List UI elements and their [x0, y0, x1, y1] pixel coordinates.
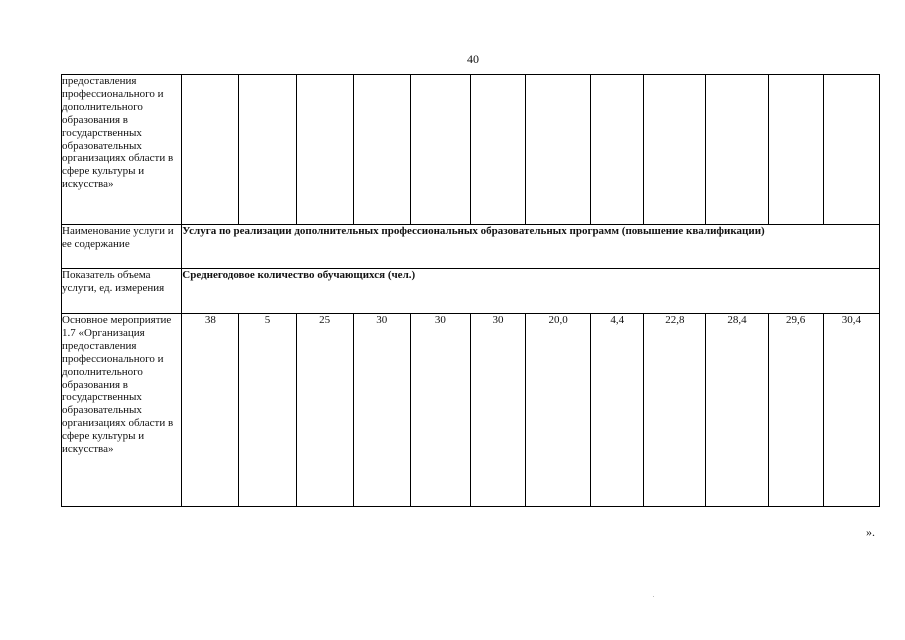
main-measure-label: Основное мероприятие 1.7 «Организация предоставления профессионального и дополнительного образования в государственных образовательных организациях области в сфере культуры и искусства»	[62, 314, 182, 507]
empty-cell	[410, 75, 470, 225]
volume-indicator-label: Показатель объема услуги, ед. измерения	[62, 269, 182, 314]
volume-indicator-row	[62, 269, 880, 314]
empty-cell	[470, 75, 525, 225]
continuation-label: предоставления профессионального и дополнительного образования в государственных образовательных организациях области в сфере культуры и искусства»	[62, 75, 182, 225]
main-measure-row	[62, 314, 880, 507]
empty-cell	[768, 75, 823, 225]
empty-cell	[823, 75, 879, 225]
state-task-table	[61, 74, 880, 507]
service-name-label: Наименование услуги и ее содержание	[62, 225, 182, 269]
closing-quote-mark: ».	[866, 525, 875, 539]
value-cell: 30	[470, 314, 525, 507]
empty-cell	[706, 75, 768, 225]
empty-cell	[526, 75, 591, 225]
value-cell: 22,8	[644, 314, 706, 507]
empty-cell	[644, 75, 706, 225]
value-cell: 4,4	[591, 314, 644, 507]
value-cell: 29,6	[768, 314, 823, 507]
value-cell: 20,0	[526, 314, 591, 507]
value-cell: 30	[353, 314, 410, 507]
empty-cell	[239, 75, 296, 225]
volume-indicator-value: Среднегодовое количество обучающихся (чел.)	[182, 269, 880, 314]
value-cell: 5	[239, 314, 296, 507]
value-cell: 30	[410, 314, 470, 507]
service-name-value: Услуга по реализации дополнительных профессиональных образовательных программ (повышение квалификации)	[182, 225, 880, 269]
value-cell: 28,4	[706, 314, 768, 507]
empty-cell	[353, 75, 410, 225]
empty-cell	[591, 75, 644, 225]
empty-cell	[182, 75, 239, 225]
continuation-row	[62, 75, 880, 225]
value-cell: 30,4	[823, 314, 879, 507]
page-number: 40	[467, 52, 479, 66]
service-name-row	[62, 225, 880, 269]
value-cell: 25	[296, 314, 353, 507]
value-cell: 38	[182, 314, 239, 507]
empty-cell	[296, 75, 353, 225]
scan-speck	[653, 596, 654, 597]
